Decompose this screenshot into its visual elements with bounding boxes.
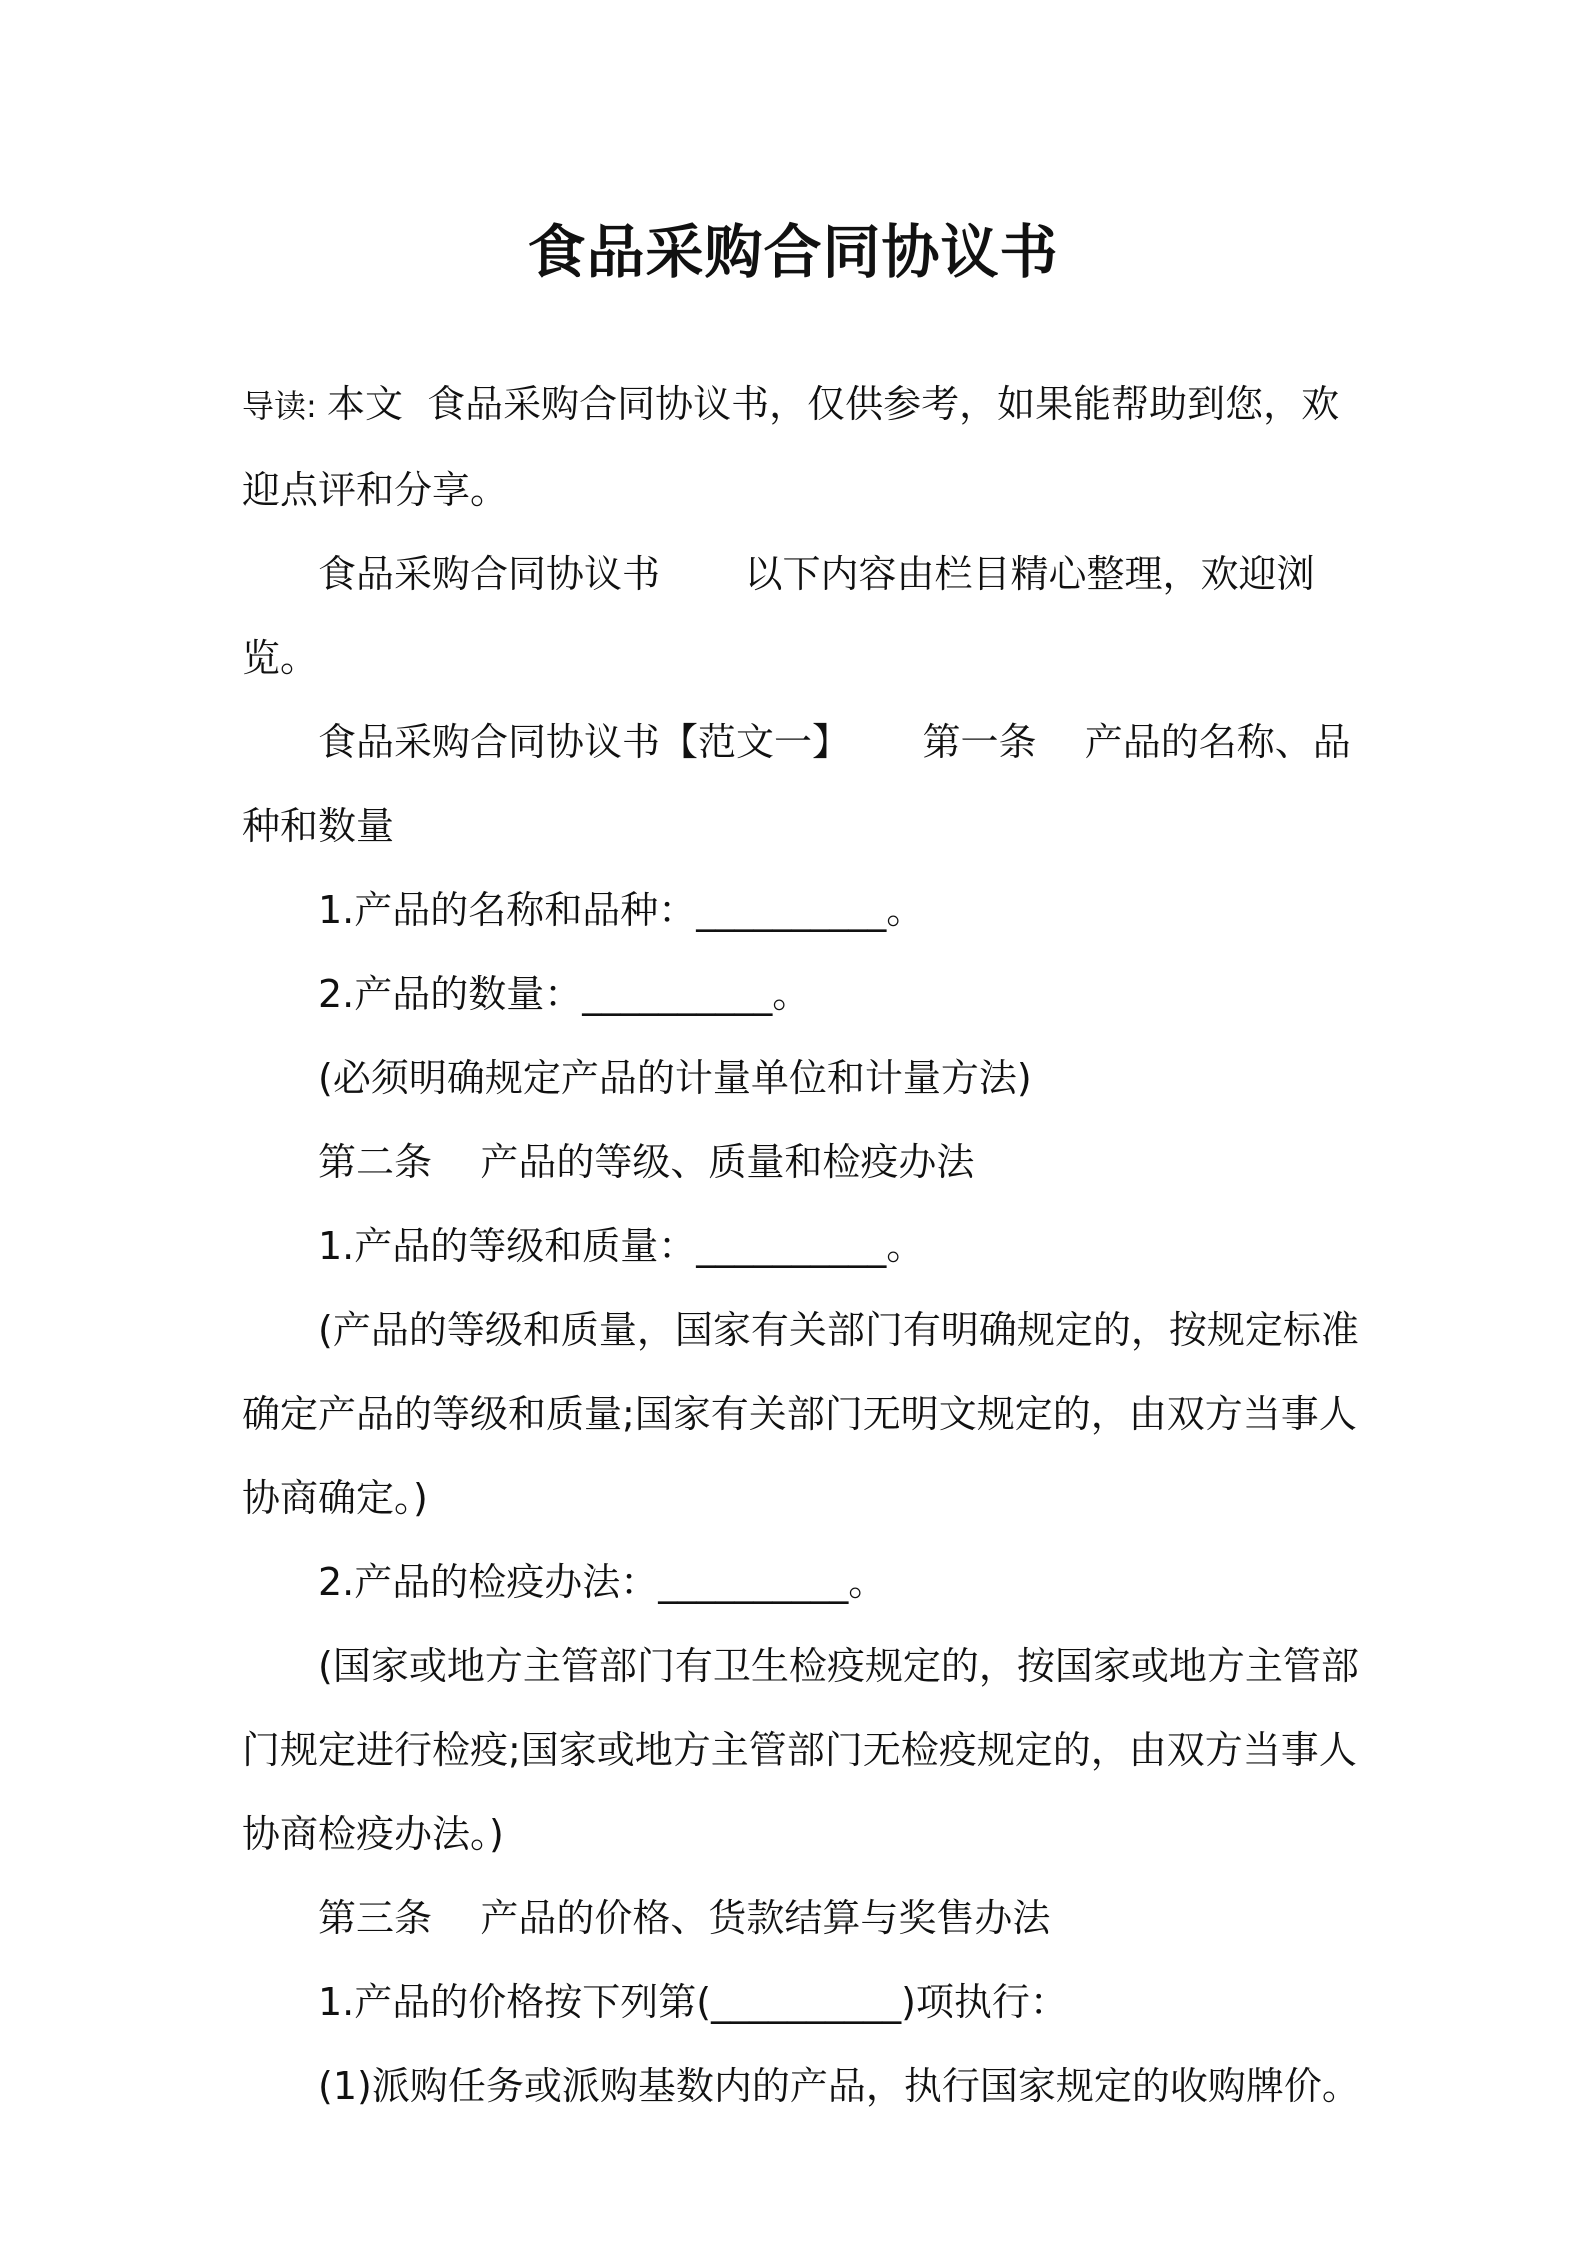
- body-paragraph: (1)派购任务或派购基数内的产品，执行国家规定的收购牌价。: [318, 2064, 1360, 2108]
- body-paragraph: (国家或地方主管部门有卫生检疫规定的，按国家或地方主管部门规定进行检疫;国家或地方主管部门无检疫规定的，由双方当事人协商检疫办法。): [242, 1644, 1359, 1856]
- body-paragraph: 食品采购合同协议书【范文一】 第一条 产品的名称、品种和数量: [242, 720, 1351, 848]
- section-heading: 第三条 产品的价格、货款结算与奖售办法: [318, 1896, 1051, 1940]
- document-title: 食品采购合同协议书: [527, 218, 1059, 286]
- body-paragraph: (必须明确规定产品的计量单位和计量方法): [318, 1056, 1032, 1100]
- body-paragraph: 2.产品的数量：__________。: [318, 972, 811, 1016]
- body-paragraph: 1.产品的价格按下列第(__________)项执行：: [318, 1980, 1068, 2024]
- body-paragraph: 1.产品的等级和质量：__________。: [318, 1224, 925, 1268]
- body-paragraph: 2.产品的检疫办法：__________。: [318, 1560, 887, 1604]
- intro-paragraph: [242, 362, 1362, 532]
- body-paragraph: (产品的等级和质量，国家有关部门有明确规定的，按规定标准确定产品的等级和质量;国家有关部门无明文规定的，由双方当事人协商确定。): [242, 1308, 1359, 1520]
- intro-text: 本文 食品采购合同协议书，仅供参考，如果能帮助到您，欢迎点评和分享。: [242, 382, 1340, 512]
- document-body: [242, 362, 1362, 2128]
- body-paragraph: 食品采购合同协议书 以下内容由栏目精心整理，欢迎浏览。: [242, 552, 1315, 680]
- section-heading: 第二条 产品的等级、质量和检疫办法: [318, 1140, 975, 1184]
- body-paragraph: 1.产品的名称和品种：__________。: [318, 888, 925, 932]
- intro-label: 导读:: [242, 387, 327, 425]
